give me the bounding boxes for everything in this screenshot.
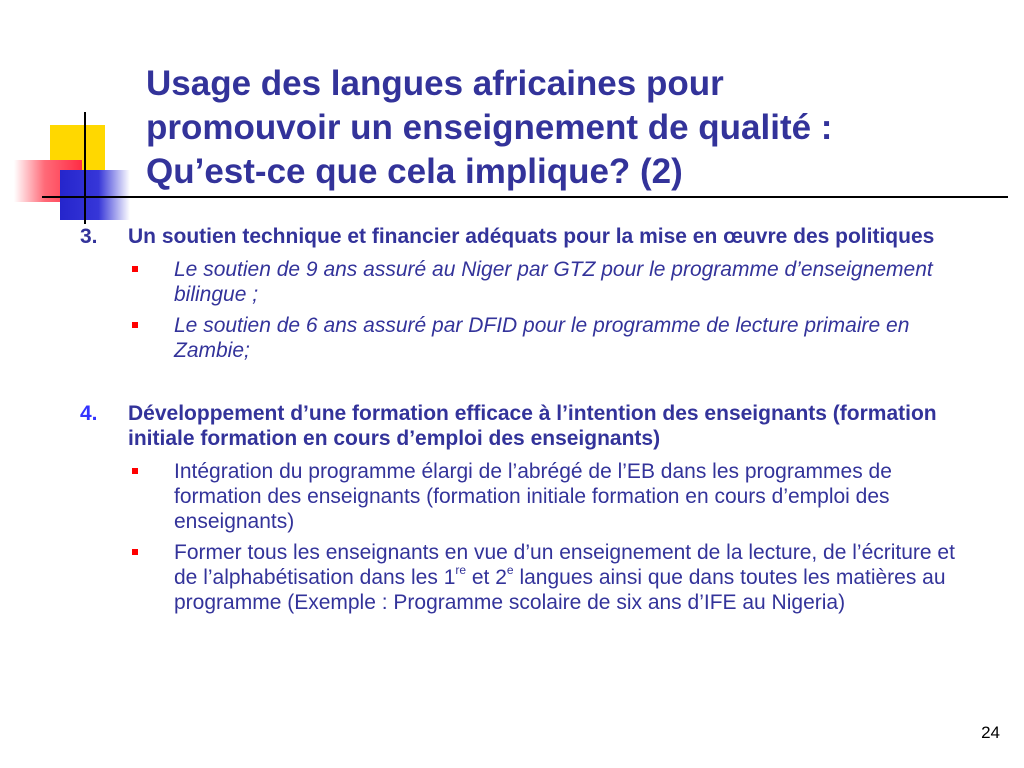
bullet-text-part-1: Former tous les enseignants en vue d’un enseignement de la lecture, de l’écriture et de l’alphabétisation dans les 1	[174, 541, 955, 589]
title-divider-line	[42, 196, 1008, 198]
superscript-e: e	[506, 563, 514, 577]
item-number: 4.	[80, 402, 98, 425]
bullet-text-part-2: et 2	[466, 566, 507, 589]
page-number: 24	[981, 723, 1000, 742]
bullet-text	[174, 541, 955, 614]
title-line-1: Usage des langues africaines pour	[146, 64, 724, 103]
bullet-text: Le soutien de 9 ans assuré au Niger par GTZ pour le programme d’enseignement bilingue ;	[174, 258, 933, 306]
bullet-square-icon	[132, 322, 138, 328]
logo-vertical-line	[84, 112, 86, 224]
slide-title	[146, 62, 1006, 194]
item-number: 3.	[80, 225, 98, 248]
logo-blue-block	[60, 170, 130, 220]
sub-bullet	[80, 313, 960, 363]
numbered-item-4	[80, 401, 960, 451]
slide-body	[80, 224, 960, 615]
superscript-re: re	[455, 563, 467, 577]
bullet-square-icon	[132, 468, 138, 474]
sub-bullet	[80, 540, 960, 615]
sub-bullet	[80, 459, 960, 534]
sub-bullet	[80, 257, 960, 307]
item-heading: Un soutien technique et financier adéquats pour la mise en œuvre des politiques	[128, 225, 935, 248]
bullet-text: Le soutien de 6 ans assuré par DFID pour le programme de lecture primaire en Zambie;	[174, 314, 910, 362]
bullet-text: Intégration du programme élargi de l’abrégé de l’EB dans les programmes de formation des enseignants (formation initiale formation en cours d’emploi des enseignants)	[174, 460, 892, 533]
title-line-2: promouvoir un enseignement de qualité :	[146, 108, 833, 147]
bullet-text-part-3: langues ainsi que dans toutes les matières au programme (Exemple : Programme scolaire de six ans d’IFE au Nigeria)	[174, 566, 946, 614]
item-heading: Développement d’une formation efficace à l’intention des enseignants (formation initiale formation en cours d’emploi des enseignants)	[128, 402, 937, 450]
numbered-item-3	[80, 224, 960, 249]
bullet-square-icon	[132, 266, 138, 272]
title-line-3: Qu’est-ce que cela implique? (2)	[146, 152, 683, 191]
bullet-square-icon	[132, 549, 138, 555]
